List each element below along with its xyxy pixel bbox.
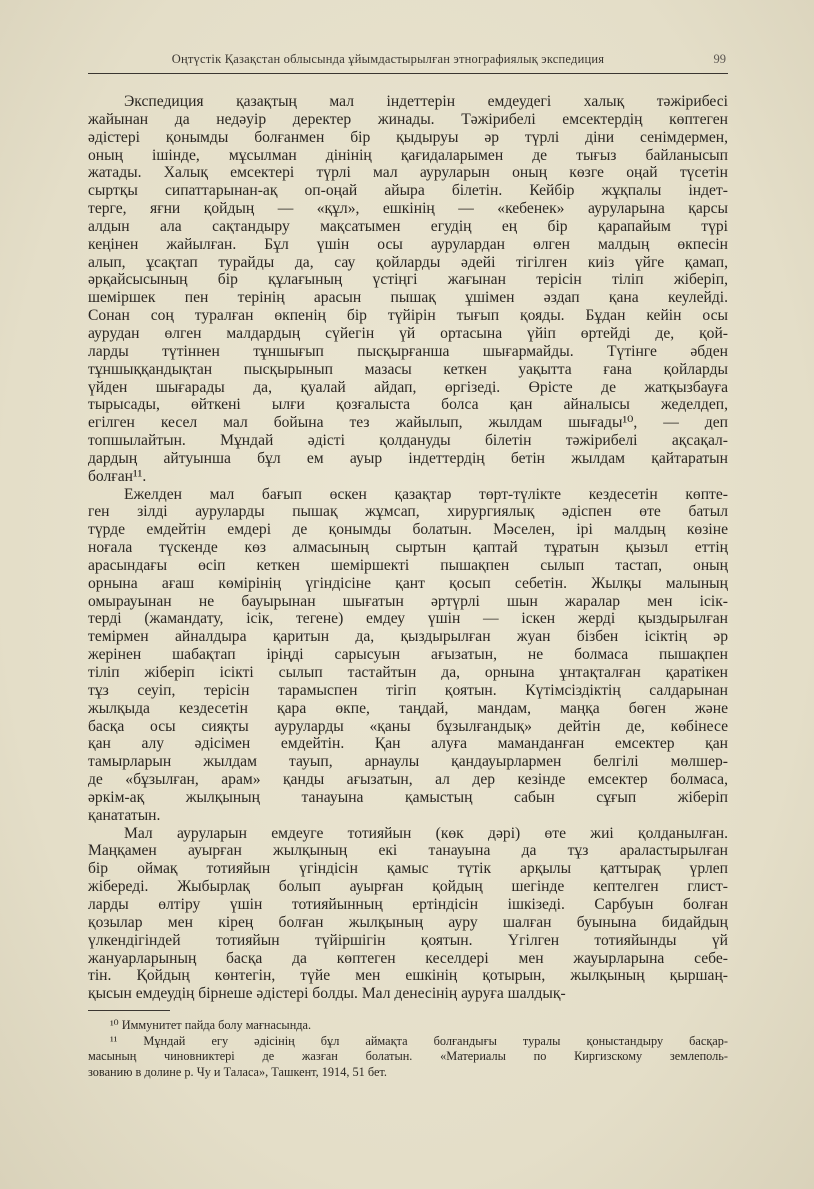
text-line: Мал ауруларын емдеуге тотияйын (көк дәрі) өте жиі қолданылған. [124,824,728,842]
text-line: алдын ала сақтандыру мақсатымен егудің ең бір қарапайым түрі [88,217,728,235]
paragraph [88,825,728,1003]
text-line: жатады. Халық емсектері түрлі мал ауруларын оның көзге оңай түсетін [88,164,728,182]
footnote [88,1018,728,1034]
text-line: тін. Қойдың көнтегін, түйе мен ешкінің қотырын, жылқының қыршаң- [88,967,728,985]
body-text [88,93,728,1003]
text-line: шеміршек пен терінің арасын пышақ ұшімен әздап қана кеулейді. [88,289,728,307]
paragraph [88,486,728,825]
text-line: бір оймақ тотияйын үгіндісін қамыс түтік арқылы қаттырақ үрлеп [88,860,728,878]
text-line: жібереді. Жыбырлақ болып ауырған қойдың шегінде кептелген глист- [88,878,728,896]
text-line: ноғала түскенде көз алмасының сыртын қаптай тұратын қызыл еттің [88,539,728,557]
text-line: тұз сеуіп, терісін тарамыспен тігіп қоятын. Күтімсіздіктің салдарынан [88,681,728,699]
text-line: әдістері қонымды болғанмен бір қыдыруы әр түрлі діни сенімдермен, [88,128,728,146]
text-line: үйден шығарады да, қуалай айдап, өргізеді. Өрісте де жатқызбауға [88,378,728,396]
text-line: ларды түтіннен тұншығып пысқырғанша шығармайды. Түтінге әбден [88,342,728,360]
text-line: темірмен айналдыра қаритын да, қыздырылған жуан бізбен ісіктің әр [88,628,728,646]
footnote-line: ¹¹ Мұндай егу әдісінің бұл аймақта болғандығы туралы қоныстандыру басқар- [110,1033,728,1048]
text-line: дардың айтуынша бұл ем ауыр індеттердің бетін жылдам қайтаратын [88,449,728,467]
footnote [88,1034,728,1081]
text-line: омырауынан не бауырынан шығатын әртүрлі шын жаралар мен ісік- [88,592,728,610]
text-line: қысын емдеудің бірнеше әдістері болды. Мал денесінің ауруға шалдық- [88,985,566,1003]
page-number: 99 [713,52,726,66]
text-line: қанататын. [88,806,161,824]
text-line: топшылайтын. Мұндай әдісті қолдануды білетін тәжірибелі ақсақал- [88,432,728,450]
running-header [88,52,728,72]
text-line: қан алу әдісімен емдейтін. Қан алуға маманданған емсектер қан [88,735,728,753]
footnote-line: ¹⁰ Иммунитет пайда болу мағнасында. [110,1018,312,1032]
text-line: жануарларының басқа да көптеген кеселдері мен жауырларына себе- [88,949,728,967]
text-line: егілген кесел мал бойына тез жайылып, жылдам шығады¹⁰, — деп [88,414,728,432]
running-header-title: Оңтүстік Қазақстан облысында ұйымдастырылған этнографиялық экспедиция [171,52,605,66]
footnote-line: зованию в долине р. Чу и Таласа», Ташкент, 1914, 51 бет. [88,1064,387,1079]
text-line: Ежелден мал бағып өскен қазақтар төрт-түлікте кездесетін көпте- [124,485,728,503]
text-line: әрқайсысының бір құлағының үстіңгі жағынан терісін тіліп жіберіп, [88,271,728,289]
text-line: болған¹¹. [88,467,147,485]
text-line: орнына ағаш көмірінің үгіндісіне қант қосып себетін. Жылқы малының [88,574,728,592]
footnotes [88,1018,728,1080]
text-line: үлкендігіндей тотияйын түйіршігін қоятын. Үгілген тотияйынды үй [88,931,728,949]
text-line: Экспедиция қазақтың мал індеттерін емдеудегі халық тәжірибесі [124,93,728,110]
text-line: түрде емдейтін емдері де қонымды болатын. Мәселен, ірі малдың көзіне [88,521,728,539]
text-line: Маңқамен ауырған жылқының екі танауына да тұз араластырылған [88,842,728,860]
text-line: ларды өлтіру үшін тотияйынның ертіндісін ішкізеді. Сарбуын болған [88,895,728,913]
text-line: Сонан соң туралған өкпенің бір түйірін тығып қояды. Бұдан кейін осы [88,307,728,325]
text-line: қозылар мен кірең болған жылқының ауру шалған буынына бидайдың [88,913,728,931]
text-line: жерінен шабақтап іріңді сарысуын ағызатын, не болмаса пышақпен [88,646,728,664]
text-line: жайынан да недәуір деректер жинады. Тәжірибелі емсектердің көптеген [88,110,728,128]
text-line: де «бұзылған, арам» қанды ағызатын, ал дер кезінде емсектер болмаса, [88,771,728,789]
text-line: тырысады, өйткені ылғи қозғалыста болса қан айналысы жеделдеп, [88,396,728,414]
text-line: сыртқы сипаттарынан-ақ оп-оңай айыра білетін. Кейбір жұқпалы індет- [88,182,728,200]
text-line: тұншыққандықтан пысқырынып мазасы кеткен уақытта ғана қойларды [88,360,728,378]
text-line: терге, яғни қойдың — «құл», ешкінің — «кебенек» ауруларына қарсы [88,200,728,218]
text-line: ген зілді ауруларды пышақ жұмсап, хирургиялық әдіспен өте батыл [88,503,728,521]
footnote-line: масының чиновниктері де жазған болатын. «Материалы по Киргизскому землеполь- [88,1049,728,1063]
text-line: тамырларын жылдам тауып, арнаулы қандауырлармен белгілі мөлшер- [88,753,728,771]
text-line: басқа осы сияқты ауруларды «қаны бұзылғандық» дейтін де, көбінесе [88,717,728,735]
text-line: алып, ұсақтап турайды да, сау қойларды әдейі тігілген киіз үйге қамап, [88,253,728,271]
text-line: оның ішінде, мұсылман дінінің қағидаларымен де тығыз байланысып [88,146,728,164]
text-line: терді (жамандату, ісік, тегене) емдеу үшін — іскен жерді қыздырылған [88,610,728,628]
text-line: арасындағы өсіп кеткен шеміршекті пышақпен сылып тастап, оның [88,556,728,574]
footnote-rule [88,1010,170,1011]
paragraph [88,93,728,486]
text-line: әркім-ақ жылқының танауына қамыстың сабын сұғып жіберіп [88,788,728,806]
header-rule [88,73,728,74]
text-line: жылқыда кездесетін қара өкпе, таңдай, мандам, маңқа бөген және [88,699,728,717]
text-line: тіліп жіберіп ісікті сылып тастайтын да, орнына ұнтақталған қаратікен [88,664,728,681]
text-line: аурудан өлген малдардың сүйегін үй ортасына үйіп өртейді де, қой- [88,324,728,342]
text-line: кеңінен жайылған. Бұл үшін осы аурулардан өлген малдың өкпесін [88,235,728,253]
